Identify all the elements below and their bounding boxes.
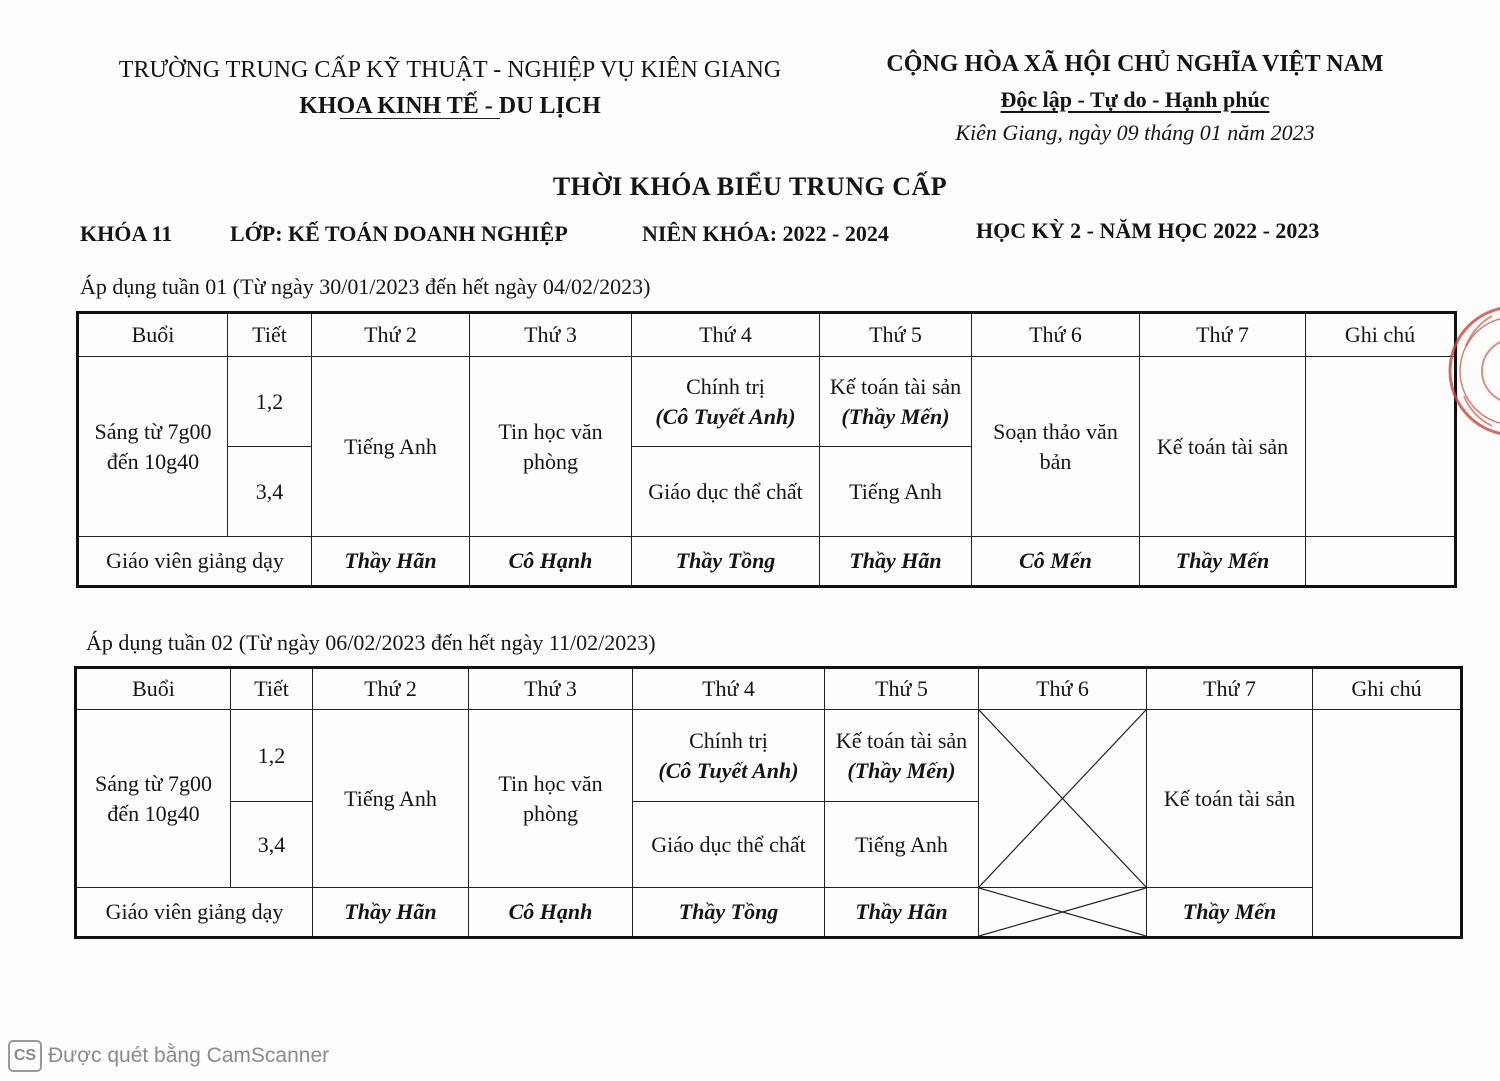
sat-cell: Kế toán tài sản (1140, 357, 1306, 537)
teacher-wed: Thầy Tồng (632, 537, 820, 587)
mon-cell: Tiếng Anh (312, 357, 470, 537)
teacher-fri-crossed (979, 888, 1147, 938)
col-mon: Thứ 2 (313, 668, 469, 710)
department-name: KHOA KINH TẾ - DU LỊCH (299, 93, 601, 119)
col-tue: Thứ 3 (470, 313, 632, 357)
document-title: THỜI KHÓA BIỂU TRUNG CẤP (552, 172, 948, 201)
col-wed: Thứ 4 (632, 313, 820, 357)
teacher-tue: Cô Hạnh (470, 537, 632, 587)
teacher-thu: Thầy Hãn (820, 537, 972, 587)
header-row (78, 313, 1456, 357)
issue-date: Kiên Giang, ngày 09 tháng 01 năm 2023 (955, 120, 1315, 145)
teacher-label: Giáo viên giảng dạy (78, 537, 312, 587)
week2-label: Áp dụng tuần 02 (Từ ngày 06/02/2023 đến hết ngày 11/02/2023) (86, 630, 656, 655)
col-period: Tiết (228, 313, 312, 357)
teacher-thu: Thầy Hãn (825, 888, 979, 938)
school-header (60, 52, 840, 124)
sat-cell: Kế toán tài sản (1147, 710, 1313, 888)
subject-teacher: (Cô Tuyết Anh) (658, 757, 799, 783)
period-cell: 1,2 (231, 710, 313, 802)
week1-timetable (76, 311, 1457, 588)
cross-out-mark (979, 710, 1146, 887)
watermark-text: Được quét bằng CamScanner (48, 1044, 330, 1067)
department-underline (340, 118, 500, 119)
col-fri: Thứ 6 (979, 668, 1147, 710)
thu-cell-b: Tiếng Anh (825, 802, 979, 888)
col-thu: Thứ 5 (825, 668, 979, 710)
table-row (76, 710, 1462, 802)
session-cell: Sáng từ 7g00 đến 10g40 (78, 357, 228, 537)
table-row (78, 357, 1456, 447)
subject-teacher: (Cô Tuyết Anh) (655, 403, 796, 429)
scanner-watermark (8, 1040, 329, 1072)
col-fri: Thứ 6 (972, 313, 1140, 357)
course-info: KHÓA 11 (80, 221, 173, 246)
fri-cell: Soạn thảo văn bản (972, 357, 1140, 537)
col-sat: Thứ 7 (1140, 313, 1306, 357)
wed-cell-a (632, 357, 820, 447)
col-note: Ghi chú (1306, 313, 1456, 357)
teacher-sat: Thầy Mến (1147, 888, 1313, 938)
col-period: Tiết (231, 668, 313, 710)
teacher-wed: Thầy Tồng (633, 888, 825, 938)
subject: Chính trị (686, 373, 765, 399)
wed-cell-b: Giáo dục thể chất (632, 447, 820, 537)
col-note: Ghi chú (1313, 668, 1462, 710)
teacher-mon: Thầy Hãn (312, 537, 470, 587)
col-session: Buổi (78, 313, 228, 357)
teacher-tue: Cô Hạnh (469, 888, 633, 938)
tue-cell: Tin học văn phòng (470, 357, 632, 537)
subject: Kế toán tài sản (835, 727, 968, 753)
thu-cell-a (825, 710, 979, 802)
note-cell (1313, 710, 1462, 938)
col-mon: Thứ 2 (312, 313, 470, 357)
week1-label: Áp dụng tuần 01 (Từ ngày 30/01/2023 đến hết ngày 04/02/2023) (80, 274, 651, 299)
mon-cell: Tiếng Anh (313, 710, 469, 888)
class-info: LỚP: KẾ TOÁN DOANH NGHIỆP (230, 221, 568, 246)
col-sat: Thứ 7 (1147, 668, 1313, 710)
thu-cell-b: Tiếng Anh (820, 447, 972, 537)
wed-cell-a (633, 710, 825, 802)
teacher-note (1306, 537, 1456, 587)
teacher-mon: Thầy Hãn (313, 888, 469, 938)
col-session: Buổi (76, 668, 231, 710)
col-thu: Thứ 5 (820, 313, 972, 357)
official-stamp-icon (1444, 296, 1500, 446)
teacher-row (76, 888, 1462, 938)
subject-teacher: (Thầy Mến) (841, 403, 950, 429)
teacher-sat: Thầy Mến (1140, 537, 1306, 587)
period-cell: 3,4 (228, 447, 312, 537)
thu-cell-a (820, 357, 972, 447)
col-tue: Thứ 3 (469, 668, 633, 710)
session-cell: Sáng từ 7g00 đến 10g40 (76, 710, 231, 888)
period-cell: 3,4 (231, 802, 313, 888)
note-cell (1306, 357, 1456, 537)
col-wed: Thứ 4 (633, 668, 825, 710)
teacher-row (78, 537, 1456, 587)
semester-info: HỌC KỲ 2 - NĂM HỌC 2022 - 2023 (976, 218, 1320, 243)
week2-timetable (74, 666, 1463, 939)
country-name: CỘNG HÒA XÃ HỘI CHỦ NGHĨA VIỆT NAM (886, 51, 1384, 77)
school-name: TRƯỜNG TRUNG CẤP KỸ THUẬT - NGHIỆP VỤ KIÊN GIANG (118, 57, 782, 83)
national-motto: Độc lập - Tự do - Hạnh phúc (1000, 87, 1270, 112)
camscanner-logo-icon: CS (8, 1040, 42, 1072)
national-header (860, 46, 1410, 118)
subject: Kế toán tài sản (829, 373, 962, 399)
teacher-label: Giáo viên giảng dạy (76, 888, 313, 938)
teacher-fri: Cô Mến (972, 537, 1140, 587)
header-row (76, 668, 1462, 710)
cross-out-mark (979, 888, 1146, 936)
fri-cell-crossed (979, 710, 1147, 888)
subject-teacher: (Thầy Mến) (847, 757, 956, 783)
cohort-info: NIÊN KHÓA: 2022 - 2024 (642, 221, 889, 246)
subject: Chính trị (689, 727, 768, 753)
period-cell: 1,2 (228, 357, 312, 447)
tue-cell: Tin học văn phòng (469, 710, 633, 888)
wed-cell-b: Giáo dục thể chất (633, 802, 825, 888)
